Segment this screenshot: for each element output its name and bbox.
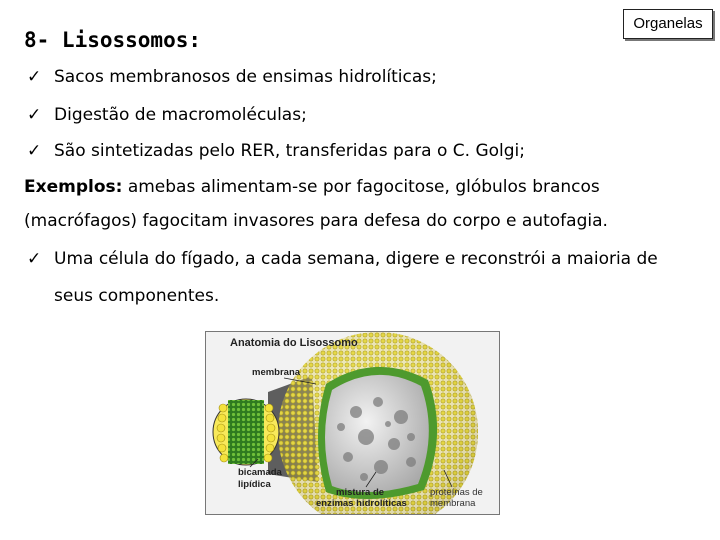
examples-label: Exemplos:: [24, 177, 123, 197]
bullet-text-1: Sacos membranosos de ensimas hidrolíticas;: [54, 67, 437, 87]
check-icon: ✓: [27, 105, 42, 125]
label-bilayer-2: lipídica: [238, 479, 271, 490]
label-bilayer-1: bicamada: [238, 467, 282, 478]
bullet-text-2: Digestão de macromoléculas;: [54, 105, 307, 125]
label-proteins-1: proteínas de: [430, 487, 483, 498]
page-title: 8- Lisossomos:: [24, 28, 202, 52]
check-icon: ✓: [27, 249, 42, 269]
last-bullet-line-2: seus componentes.: [54, 286, 220, 306]
label-mixture-2: enzimas hidrolíticas: [316, 498, 407, 509]
label-mixture-1: mistura de: [336, 487, 385, 498]
bullet-text-3: São sintetizadas pelo RER, transferidas para o C. Golgi;: [54, 141, 526, 161]
figure-title: Anatomia do Lisossomo: [230, 337, 358, 349]
lysosome-figure: [205, 331, 500, 515]
examples-line-2: (macrófagos) fagocitam invasores para defesa do corpo e autofagia.: [24, 211, 608, 231]
examples-line-1: amebas alimentam-se por fagocitose, glóbulos brancos: [127, 177, 600, 197]
label-proteins-2: membrana: [430, 498, 476, 509]
check-icon: ✓: [27, 141, 42, 161]
examples-paragraph: [24, 177, 600, 197]
section-badge: Organelas: [623, 9, 713, 39]
last-bullet-line-1: Uma célula do fígado, a cada semana, digere e reconstrói a maioria de: [54, 249, 658, 269]
label-membrane: membrana: [252, 367, 301, 378]
check-icon: ✓: [27, 67, 42, 87]
